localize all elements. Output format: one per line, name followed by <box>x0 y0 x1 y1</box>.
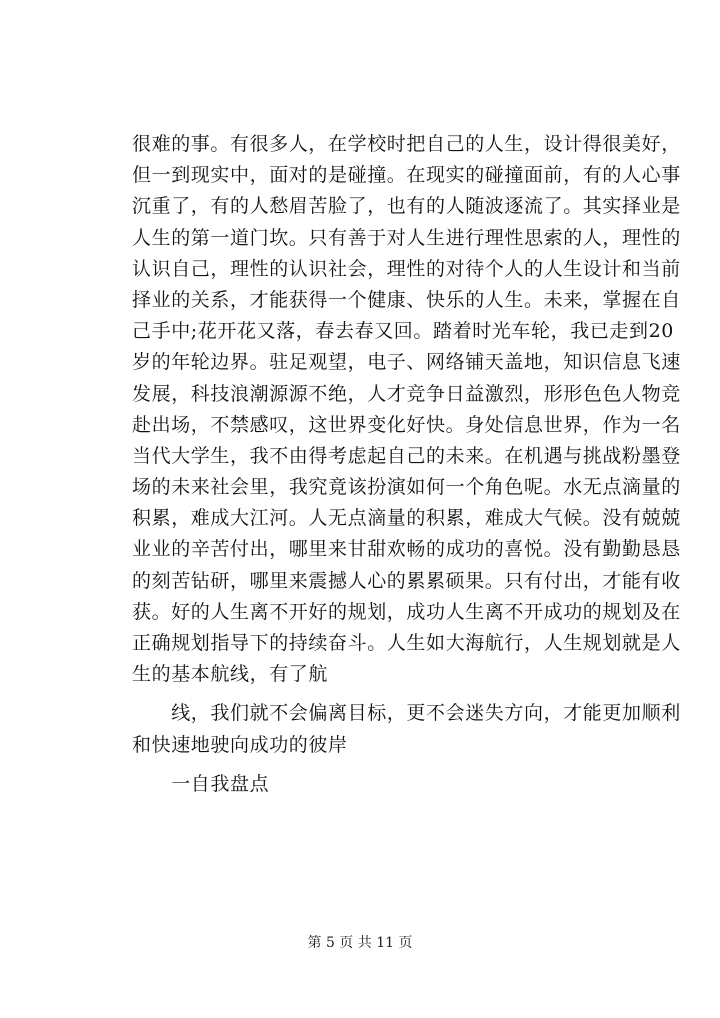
text-line: 人生的第一道门坎。只有善于对人生进行理性思索的人，理性的 <box>132 226 681 249</box>
text-line: 场的未来社会里，我究竟该扮演如何一个角色呢。水无点滴量的 <box>132 476 681 499</box>
text-line: 认识自己，理性的认识社会，理性的对待个人的人生设计和当前 <box>132 257 681 280</box>
text-line: 赴出场，不禁感叹，这世界变化好快。身处信息世界，作为一名 <box>132 413 681 436</box>
paragraph-gap <box>132 690 642 698</box>
text-line: 的刻苦钻研，哪里来震撼人心的累累硕果。只有付出，才能有收 <box>132 569 681 592</box>
text-line: 沉重了，有的人愁眉苦脸了，也有的人随波逐流了。其实择业是 <box>132 195 681 218</box>
text-line: 和快速地驶向成功的彼岸 <box>132 733 348 756</box>
text-line: 择业的关系，才能获得一个健康、快乐的人生。未来，掌握在自 <box>132 288 681 311</box>
text-line: 生的基本航线，有了航 <box>132 663 329 686</box>
text-line: 正确规划指导下的持续奋斗。人生如大海航行，人生规划就是人 <box>132 632 681 654</box>
text-line: 当代大学生，我不由得考虑起自己的未来。在机遇与挑战粉墨登 <box>132 444 681 467</box>
text-line: 己手中;花开花又落，春去春又回。踏着时光车轮，我已走到20 <box>132 320 674 343</box>
section-heading: 一自我盘点 <box>132 772 270 795</box>
text-line: 积累，难成大江河。人无点滴量的积累，难成大气候。没有兢兢 <box>132 507 681 530</box>
paragraph-gap <box>132 761 642 769</box>
page-footer: 第 5 页 共 11 页 <box>307 935 413 951</box>
paragraph-second <box>132 698 681 760</box>
text-line: 岁的年轮边界。驻足观望，电子、网络铺天盖地，知识信息飞速 <box>132 351 681 374</box>
text-line: 获。好的人生离不开好的规划，成功人生离不开成功的规划及在 <box>132 600 681 623</box>
text-line: 业业的辛苦付出，哪里来甘甜欢畅的成功的喜悦。没有勤勤恳恳 <box>132 538 681 561</box>
paragraph-main <box>132 129 681 690</box>
text-line: 线，我们就不会偏离目标，更不会迷失方向，才能更加顺利 <box>132 702 681 725</box>
text-line: 很难的事。有很多人，在学校时把自己的人生，设计得很美好， <box>132 133 681 155</box>
text-line: 发展，科技浪潮源源不绝，人才竞争日益激烈，形形色色人物竞 <box>132 382 681 405</box>
body-text <box>132 129 681 800</box>
text-line: 但一到现实中，面对的是碰撞。在现实的碰撞面前，有的人心事 <box>132 164 681 187</box>
